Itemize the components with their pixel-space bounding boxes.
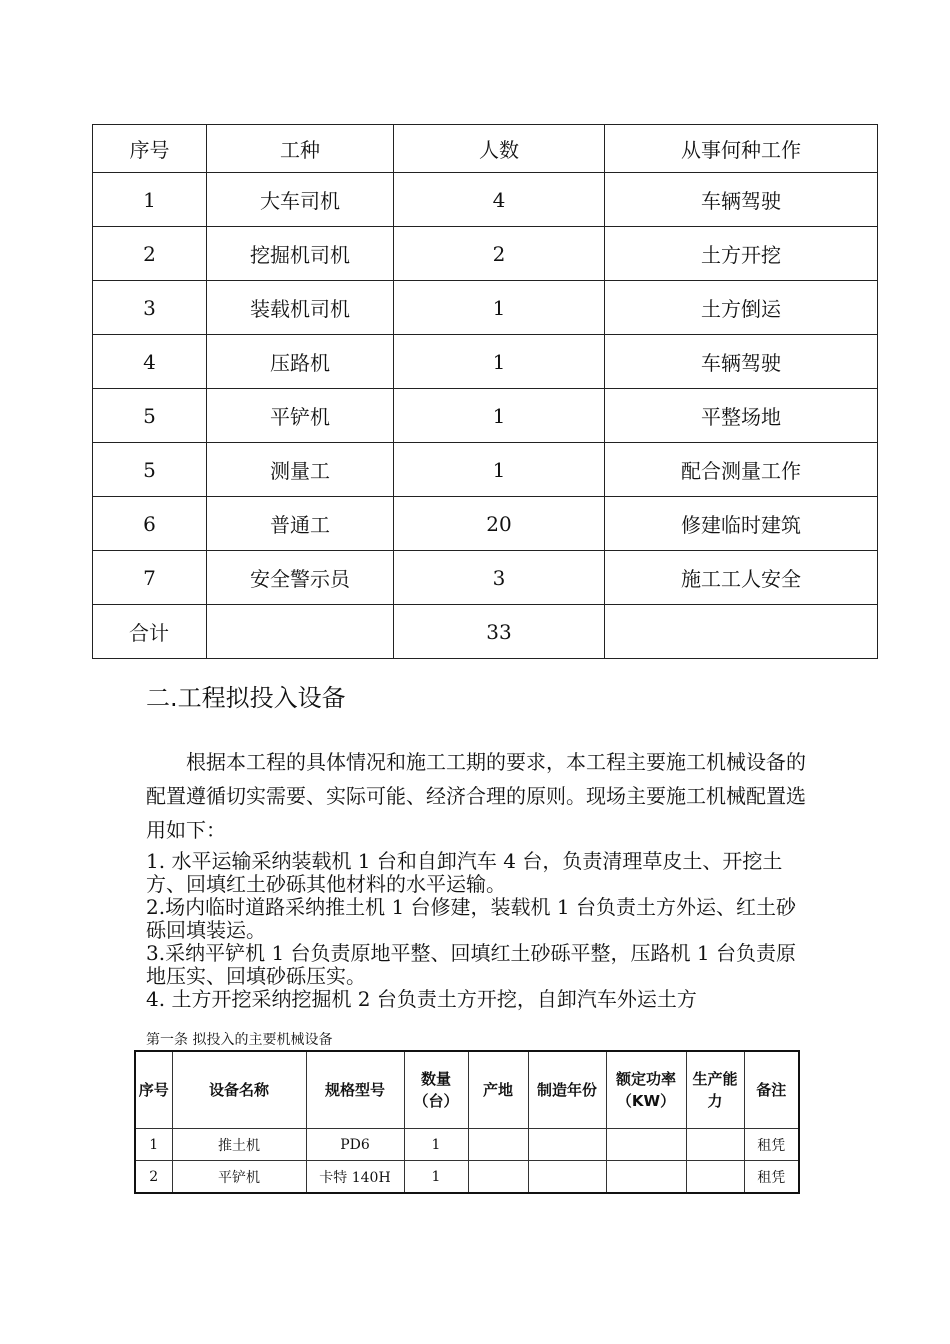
equipment-table bbox=[134, 1050, 800, 1194]
list-item: 4. 土方开挖采纳挖掘机 2 台负责土方开挖，自卸汽车外运土方 bbox=[146, 987, 697, 1011]
list-item: 1. 水平运输采纳装载机 1 台和自卸汽车 4 台，负责清理草皮土、开挖土方、回填红土砂砾其他材料的水平运输。 bbox=[146, 849, 783, 896]
table-cell: 6 bbox=[93, 497, 207, 551]
table-cell: 1 bbox=[394, 281, 605, 335]
table-total-row bbox=[93, 605, 878, 659]
table-row bbox=[93, 443, 878, 497]
table-caption: 第一条 拟投入的主要机械设备 bbox=[146, 1032, 333, 1048]
equipment-list bbox=[146, 850, 811, 1011]
table-row bbox=[93, 173, 878, 227]
table-cell: 安全警示员 bbox=[207, 551, 394, 605]
total-label: 合计 bbox=[93, 605, 207, 659]
table-cell bbox=[528, 1129, 606, 1161]
header-cell: 规格型号 bbox=[306, 1051, 404, 1129]
header-cell: 序号 bbox=[135, 1051, 172, 1129]
table-row bbox=[93, 497, 878, 551]
table-cell: 修建临时建筑 bbox=[605, 497, 878, 551]
header-cell: 数量（台） bbox=[404, 1051, 468, 1129]
table-cell: 3 bbox=[93, 281, 207, 335]
table-row bbox=[93, 551, 878, 605]
total-value: 33 bbox=[394, 605, 605, 659]
table-cell: 卡特 140H bbox=[306, 1161, 404, 1194]
table-cell: 普通工 bbox=[207, 497, 394, 551]
header-cell: 从事何种工作 bbox=[605, 125, 878, 173]
body-paragraph: 根据本工程的具体情况和施工工期的要求，本工程主要施工机械设备的配置遵循切实需要、实际可能、经济合理的原则。现场主要施工机械配置选用如下： bbox=[146, 750, 806, 842]
table-cell: 车辆驾驶 bbox=[605, 173, 878, 227]
table-cell: 2 bbox=[135, 1161, 172, 1194]
table-cell bbox=[207, 605, 394, 659]
table-cell: 推土机 bbox=[172, 1129, 306, 1161]
table-cell: 5 bbox=[93, 443, 207, 497]
table-header-row bbox=[93, 125, 878, 173]
table-cell bbox=[528, 1161, 606, 1194]
header-cell: 工种 bbox=[207, 125, 394, 173]
table-cell: 20 bbox=[394, 497, 605, 551]
table-cell: 2 bbox=[93, 227, 207, 281]
table-cell: 车辆驾驶 bbox=[605, 335, 878, 389]
header-cell: 生产能力 bbox=[686, 1051, 744, 1129]
table-cell: 大车司机 bbox=[207, 173, 394, 227]
table-cell: 租凭 bbox=[744, 1129, 799, 1161]
table-cell: 施工工人安全 bbox=[605, 551, 878, 605]
table-cell bbox=[686, 1161, 744, 1194]
table-cell: 平铲机 bbox=[172, 1161, 306, 1194]
table-cell bbox=[606, 1129, 686, 1161]
table-cell bbox=[468, 1161, 528, 1194]
table-row bbox=[93, 335, 878, 389]
header-cell: 序号 bbox=[93, 125, 207, 173]
list-item: 2.场内临时道路采纳推土机 1 台修建，装载机 1 台负责土方外运、红土砂砾回填装运。 bbox=[146, 895, 796, 942]
table-cell bbox=[468, 1129, 528, 1161]
table-cell bbox=[606, 1161, 686, 1194]
table-cell: 1 bbox=[394, 389, 605, 443]
section-heading: 二.工程拟投入设备 bbox=[146, 684, 346, 712]
table-cell: 1 bbox=[135, 1129, 172, 1161]
table-cell: 挖掘机司机 bbox=[207, 227, 394, 281]
table-cell: 5 bbox=[93, 389, 207, 443]
table-cell bbox=[686, 1129, 744, 1161]
table-cell: 1 bbox=[93, 173, 207, 227]
table-cell: 租凭 bbox=[744, 1161, 799, 1194]
table-cell: 装载机司机 bbox=[207, 281, 394, 335]
table-cell: 平铲机 bbox=[207, 389, 394, 443]
table-cell: 7 bbox=[93, 551, 207, 605]
table-row bbox=[93, 389, 878, 443]
table-cell: 3 bbox=[394, 551, 605, 605]
table-cell: 1 bbox=[404, 1161, 468, 1194]
table-cell: 4 bbox=[93, 335, 207, 389]
header-cell: 产地 bbox=[468, 1051, 528, 1129]
table-cell: 压路机 bbox=[207, 335, 394, 389]
table-cell: 2 bbox=[394, 227, 605, 281]
table-row bbox=[93, 227, 878, 281]
list-item: 3.采纳平铲机 1 台负责原地平整、回填红土砂砾平整，压路机 1 台负责原地压实、回填砂砾压实。 bbox=[146, 941, 796, 988]
header-cell: 额定功率（KW） bbox=[606, 1051, 686, 1129]
table-cell: 平整场地 bbox=[605, 389, 878, 443]
header-cell: 设备名称 bbox=[172, 1051, 306, 1129]
table-row bbox=[93, 281, 878, 335]
staff-table bbox=[92, 124, 878, 659]
table-header-row bbox=[135, 1051, 799, 1129]
table-cell: 测量工 bbox=[207, 443, 394, 497]
table-cell: 4 bbox=[394, 173, 605, 227]
table-cell: 1 bbox=[394, 443, 605, 497]
header-cell: 人数 bbox=[394, 125, 605, 173]
header-cell: 备注 bbox=[744, 1051, 799, 1129]
header-cell: 制造年份 bbox=[528, 1051, 606, 1129]
table-row bbox=[135, 1161, 799, 1194]
table-cell: 土方倒运 bbox=[605, 281, 878, 335]
table-cell: 配合测量工作 bbox=[605, 443, 878, 497]
table-cell: 1 bbox=[394, 335, 605, 389]
table-cell bbox=[605, 605, 878, 659]
table-cell: 1 bbox=[404, 1129, 468, 1161]
table-cell: 土方开挖 bbox=[605, 227, 878, 281]
table-cell: PD6 bbox=[306, 1129, 404, 1161]
table-row bbox=[135, 1129, 799, 1161]
